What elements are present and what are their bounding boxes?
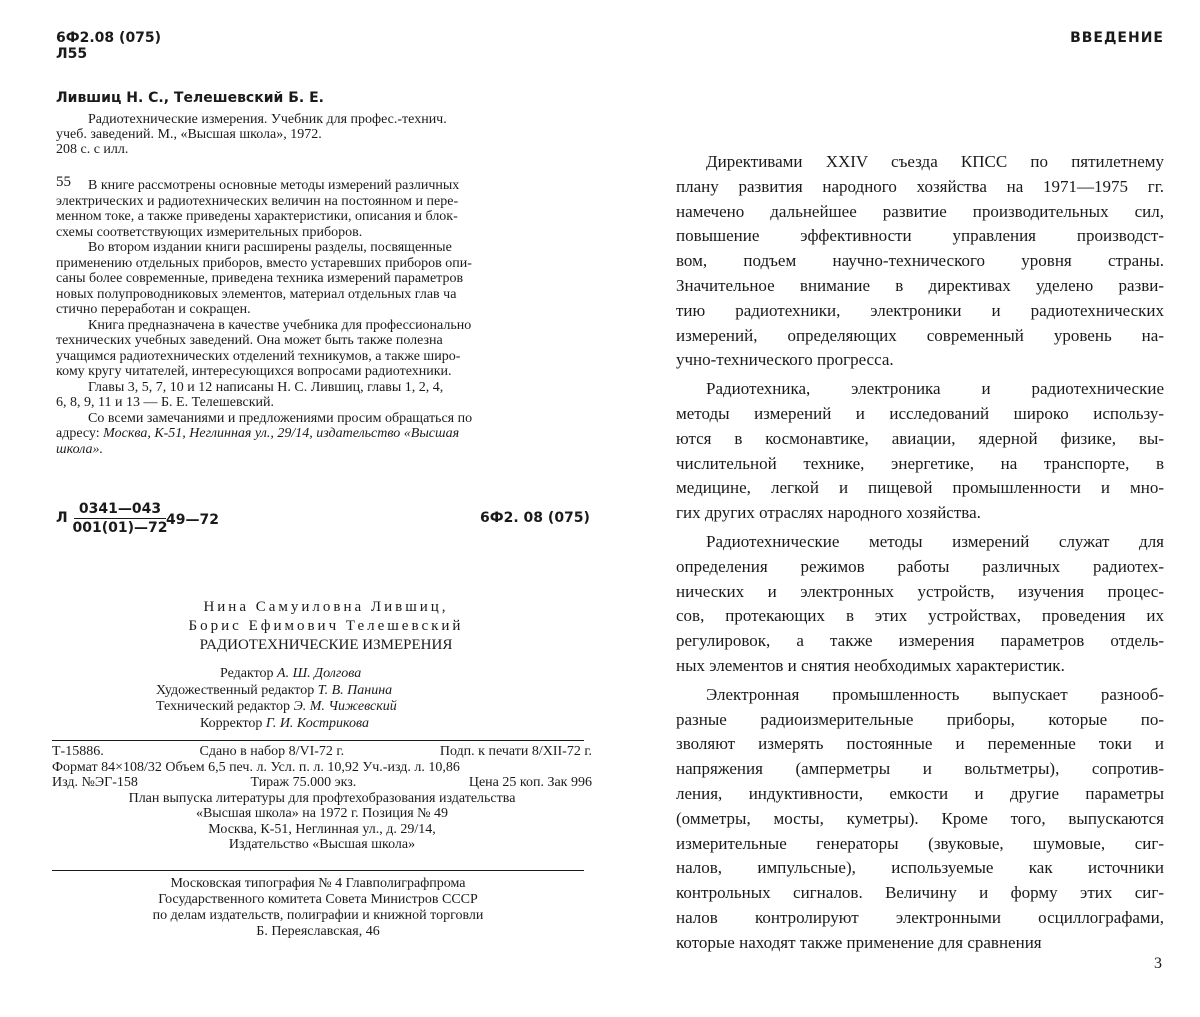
intro-line: разные радиоизмерительные приборы, которые по- <box>676 709 1164 729</box>
biblio-line: учеб. заведений. М., «Высшая школа», 1972. <box>56 127 322 142</box>
intro-line: ления, индуктивности, емкости и другие параметры <box>676 783 1164 803</box>
intro-line: числительной технике, энергетике, на транспорте, в <box>676 453 1164 473</box>
intro-line: Электронная промышленность выпускает разнооб- <box>706 684 1164 704</box>
abstract-line: В книге рассмотрены основные методы измерений различных <box>88 178 460 193</box>
intro-line: тию радиотехники, электроники и радиотехнических <box>676 300 1164 320</box>
printer-line: Московская типография № 4 Главполиграфпрома <box>170 876 466 891</box>
intro-paragraph <box>676 150 1164 373</box>
imprint <box>52 744 592 853</box>
chapter-heading: ВВЕДЕНИЕ <box>1070 30 1164 46</box>
intro-line: Радиотехнические методы измерений служат для <box>706 531 1164 551</box>
intro-line: Директивами XXIV съезда КПСС по пятилетнему <box>706 152 1164 171</box>
intro-line: напряжения (амперметры и вольтметры), сопротив- <box>676 759 1164 779</box>
intro-paragraph <box>676 530 1164 679</box>
credits <box>156 666 397 732</box>
abstract-line: технических учебных заведений. Она может быть также полезна <box>56 333 443 348</box>
intro-line: методы измерений и исследований широко использу- <box>676 403 1164 423</box>
publication-index <box>56 500 596 546</box>
intro-line: измерительные генераторы (звуковые, шумовые, сиг- <box>676 833 1164 853</box>
biblio-line: 208 с. с илл. <box>56 142 129 157</box>
intro-line: которые находят также применение для сравнения <box>676 932 1042 952</box>
credit-art-editor <box>156 683 397 700</box>
abstract-number: 55 <box>56 174 71 190</box>
credit-corrector <box>156 716 397 733</box>
credit-editor <box>156 666 397 683</box>
printer-line: Б. Переяславская, 46 <box>256 924 380 939</box>
intro-line: намечено дальнейшее развитие производительных сил, <box>676 201 1164 221</box>
imprint-cell: Т-15886. <box>52 744 104 759</box>
abstract-line: кому кругу читателей, интересующихся вопросами радиотехники. <box>56 364 452 379</box>
intro-line: налов, импульсные), используемые как источники <box>676 858 1164 878</box>
credit-tech-editor <box>156 699 397 716</box>
intro-line: учно-технического прогресса. <box>676 350 894 370</box>
intro-line: определения режимов работы различных радиотех- <box>676 556 1164 576</box>
abstract-line: схемы соответствующих измерительных приборов. <box>56 224 363 240</box>
abstract-line: стично переработан и сокращен. <box>56 302 251 317</box>
abstract-line: Во втором издании книги расширены разделы, посвященные <box>88 240 452 255</box>
intro-line: налов контролируют электронными осциллографами, <box>676 907 1164 927</box>
credit-role: Технический редактор <box>156 699 294 714</box>
intro-line: сов, протекающих в этих устройствах, проведения их <box>676 606 1164 626</box>
intro-line: измерений, определяющих современный уровень на- <box>676 325 1164 345</box>
colophon-names <box>56 598 596 655</box>
intro-line: Значительное внимание в директивах уделено разви- <box>676 275 1164 295</box>
intro-line: повышение эффективности управления производст- <box>676 226 1164 246</box>
address-italic: Москва, К-51, Неглинная ул., 29/14, издательство «Высшая <box>103 426 460 441</box>
imprint-row <box>52 760 592 776</box>
imprint-cell: Тираж 75.000 экз. <box>250 775 357 790</box>
divider <box>52 740 584 741</box>
index-right-code: 6Ф2. 08 (075) <box>480 510 590 526</box>
intro-line: регулировок, а также измерения параметров отдель- <box>676 631 1164 651</box>
printer-line: Государственного комитета Совета Министров СССР <box>158 892 478 907</box>
credit-name: А. Ш. Долгова <box>277 666 362 681</box>
intro-line: медицине, легкой и пищевой промышленности и мно- <box>676 478 1164 498</box>
imprint-line: План выпуска литературы для профтехобразования издательства <box>128 790 516 806</box>
intro-line: ных элементов и снятия необходимых характеристик. <box>676 655 1065 675</box>
index-numerator: 0341—043 <box>78 501 162 517</box>
divider <box>52 870 584 871</box>
intro-line: зволяют измерять постоянные и переменные токи и <box>676 734 1164 754</box>
imprint-cell: Сдано в набор 8/VI-72 г. <box>199 744 345 759</box>
imprint-row <box>52 744 592 760</box>
intro-line: Радиотехника, электроника и радиотехнические <box>706 379 1164 399</box>
imprint-cell: Формат 84×108/32 Объем 6,5 печ. л. Усл. п. л. 10,92 Уч.-изд. л. 10,86 <box>52 759 460 775</box>
intro-line: гих других отраслях народного хозяйства. <box>676 503 981 523</box>
abstract-line: Главы 3, 5, 7, 10 и 12 написаны Н. С. Лившиц, главы 1, 2, 4, <box>88 379 444 395</box>
intro-line: (омметры, мосты, куметры). Кроме того, выпускаются <box>676 808 1164 828</box>
udc-line-1: 6Ф2.08 (075) <box>56 30 162 46</box>
abstract-line: Со всеми замечаниями и предложениями просим обращаться по <box>88 410 473 426</box>
intro-paragraph <box>676 377 1164 526</box>
credit-role: Корректор <box>200 715 266 731</box>
abstract-line: саны более современные, приведена техника измерений параметров <box>56 271 464 286</box>
intro-line: ются в космонавтике, авиации, ядерной физике, вы- <box>676 428 1164 448</box>
credit-role: Редактор <box>220 666 278 681</box>
abstract-line: школа». <box>56 441 104 457</box>
page-number: 3 <box>1154 955 1162 972</box>
intro-line: нических и электронных устройств, изучения процес- <box>676 581 1164 601</box>
intro-paragraph <box>676 683 1164 956</box>
intro-line: контрольных сигналов. Величину и форму этих сиг- <box>676 883 1164 903</box>
author-full-name: Нина Самуиловна Лившиц, <box>203 599 449 615</box>
abstract-address-line <box>56 426 596 442</box>
imprint-cell: Изд. №ЭГ-158 <box>52 775 138 790</box>
abstract-line: учащимся радиотехнических отделений техникумов, а также широ- <box>56 348 461 364</box>
imprint-line: «Высшая школа» на 1972 г. Позиция № 49 <box>195 806 449 821</box>
printer-info <box>52 876 584 940</box>
udc-code <box>56 30 161 62</box>
abstract-line: электрических и радиотехнических величин на постоянном и пере- <box>56 193 459 209</box>
imprint-cell: Подп. к печати 8/XII-72 г. <box>439 744 592 759</box>
imprint-line: Москва, К-51, Неглинная ул., д. 29/14, <box>208 821 436 837</box>
abstract-line: Книга предназначена в качестве учебника для профессионально <box>88 317 472 333</box>
introduction-text <box>676 150 1164 960</box>
credit-name: Э. М. Чижевский <box>293 699 397 714</box>
credit-name: Т. В. Панина <box>317 682 393 698</box>
index-suffix: 49—72 <box>166 512 219 528</box>
udc-line-2: Л55 <box>56 46 88 62</box>
book-title: РАДИОТЕХНИЧЕСКИЕ ИЗМЕРЕНИЯ <box>199 637 453 653</box>
bibliographic-entry <box>56 112 596 157</box>
biblio-line: Радиотехнические измерения. Учебник для профес.-технич. <box>88 112 447 127</box>
address-prefix: адресу: <box>56 426 104 441</box>
author-full-name: Борис Ефимович Телешевский <box>188 618 464 634</box>
imprint-cell: Цена 25 коп. Зак 996 <box>468 775 592 790</box>
abstract-line: 6, 8, 9, 11 и 13 — Б. Е. Телешевский. <box>56 395 275 410</box>
index-fraction <box>72 500 168 537</box>
abstract <box>56 174 596 457</box>
abstract-line: менном токе, а также приведены характеристики, описания и блок- <box>56 209 458 224</box>
abstract-line: применению отдельных приборов, вместо устаревших приборов опи- <box>56 255 472 271</box>
abstract-line: новых полупроводниковых элементов, материал отдельных глав ча <box>56 286 457 302</box>
credit-name: Г. И. Кострикова <box>265 715 370 731</box>
index-denominator: 001(01)—72 <box>72 520 168 536</box>
author-heading: Лившиц Н. С., Телешевский Б. Е. <box>56 90 324 106</box>
intro-line: плану развития народного хозяйства на 1971—1975 гг. <box>676 176 1164 196</box>
credit-role: Художественный редактор <box>156 682 318 698</box>
intro-line: вом, подъем научно-технического уровня страны. <box>676 251 1164 271</box>
index-prefix: Л <box>56 510 68 526</box>
printer-line: по делам издательств, полиграфии и книжной торговли <box>152 908 484 923</box>
imprint-line: Издательство «Высшая школа» <box>228 837 416 852</box>
imprint-row <box>52 775 592 791</box>
